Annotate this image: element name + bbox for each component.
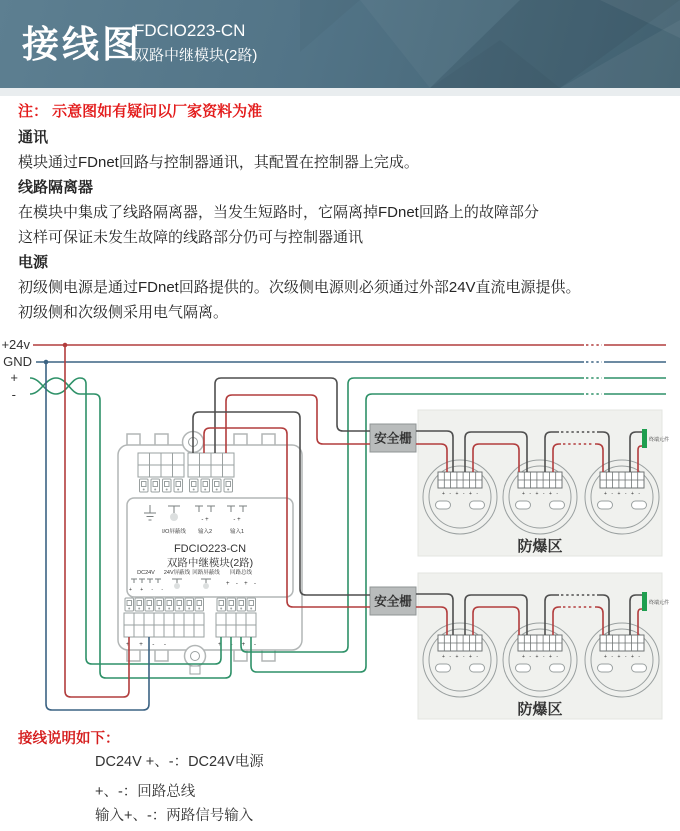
safety-barrier-label: 安全栅: [374, 431, 412, 446]
din-tab: [262, 434, 275, 446]
label-24v-shield: 24V屏蔽线: [163, 570, 191, 576]
header-divider: [0, 88, 680, 96]
rail-label-minus: -: [11, 387, 16, 402]
label-dc24: DC24V: [137, 570, 155, 576]
dc-terminal-marks: + + - -: [126, 641, 166, 648]
input2-marks: - +: [201, 517, 209, 523]
explosion-proof-panel-2: [370, 573, 669, 719]
section-line: 模块通过FDnet回路与控制器通讯，其配置在控制器上完成。: [18, 154, 419, 171]
din-tab: [155, 649, 168, 661]
explosion-proof-panel: [370, 410, 669, 556]
junction-24v: [63, 343, 68, 348]
rail-label-gnd: GND: [3, 354, 32, 369]
page-title: 接线图: [22, 24, 142, 65]
din-tab: [127, 434, 140, 446]
module-model: FDCIO223-CN: [173, 543, 247, 555]
label-input1: 输入1: [229, 529, 245, 535]
bottom-terminal-strip-right: [216, 598, 256, 637]
section-line: 初级侧和次级侧采用电气隔离。: [18, 304, 229, 321]
section-line: 在模块中集成了线路隔离器，当发生短路时，它隔离掉FDnet回路上的故障部分: [18, 204, 539, 221]
loop-bus-marks: + - + -: [226, 581, 256, 587]
rail-label-24v: +24v: [1, 337, 30, 352]
din-tab: [155, 434, 168, 446]
model-subtitle: 双路中继模块(2路): [134, 47, 258, 64]
footer-line: DC24V +、-：DC24V电源: [95, 754, 264, 770]
model-number: FDCIO223-CN: [134, 21, 246, 40]
input1-marks: - +: [233, 517, 241, 523]
footer-line: 输入+、-：两路信号输入: [95, 808, 254, 824]
footer-title: 接线说明如下：: [18, 731, 120, 747]
eol-label: 终端元件: [649, 437, 670, 443]
det-terminal-marks: + - + - + -: [442, 491, 478, 497]
relay-module: [118, 432, 302, 675]
din-tab: [234, 434, 247, 446]
section-line: 这样可保证未发生故障的线路部分仍可与控制器通讯: [18, 229, 364, 246]
din-tab: [234, 649, 247, 661]
din-tab: [262, 649, 275, 661]
eol-element: [642, 429, 647, 448]
label-input2: 输入2: [197, 529, 213, 535]
junction-gnd: [44, 360, 49, 365]
section-heading-isolator: 线路隔离器: [18, 179, 94, 196]
section-line: 初级侧电源是通过FDnet回路提供的。次级侧电源则必须通过外部24V直流电源提供。: [18, 279, 581, 296]
zone-label: 防爆区: [517, 538, 563, 555]
section-heading-comm: 通讯: [18, 129, 49, 146]
supply-rails: [33, 345, 666, 394]
section-heading-power: 电源: [18, 254, 49, 271]
schematic: [0, 330, 680, 730]
bottom-terminal-strip-left: [124, 598, 204, 637]
module-face: [127, 498, 293, 597]
header-banner: [0, 0, 680, 88]
safety-barrier: [370, 424, 416, 452]
dc24-pin-marks: + + - -: [129, 587, 163, 593]
label-loop-bus: 回路总线: [229, 570, 253, 576]
label-loop-shield: 回路屏蔽线: [192, 570, 220, 576]
det-terminal-marks: + - + - + -: [522, 491, 558, 497]
det-terminal-marks: + - + - + -: [604, 491, 640, 497]
footer-line: +、-：回路总线: [95, 784, 196, 800]
rail-label-plus: +: [10, 370, 18, 385]
label-io-shield: I/O屏蔽线: [162, 529, 186, 535]
bus-terminal-marks: + - + -: [218, 641, 256, 648]
module-mount-stem: [190, 666, 200, 674]
caution-note: 注： 示意图如有疑问以厂家资料为准: [18, 103, 263, 120]
module-name: 双路中继模块(2路): [166, 557, 254, 569]
